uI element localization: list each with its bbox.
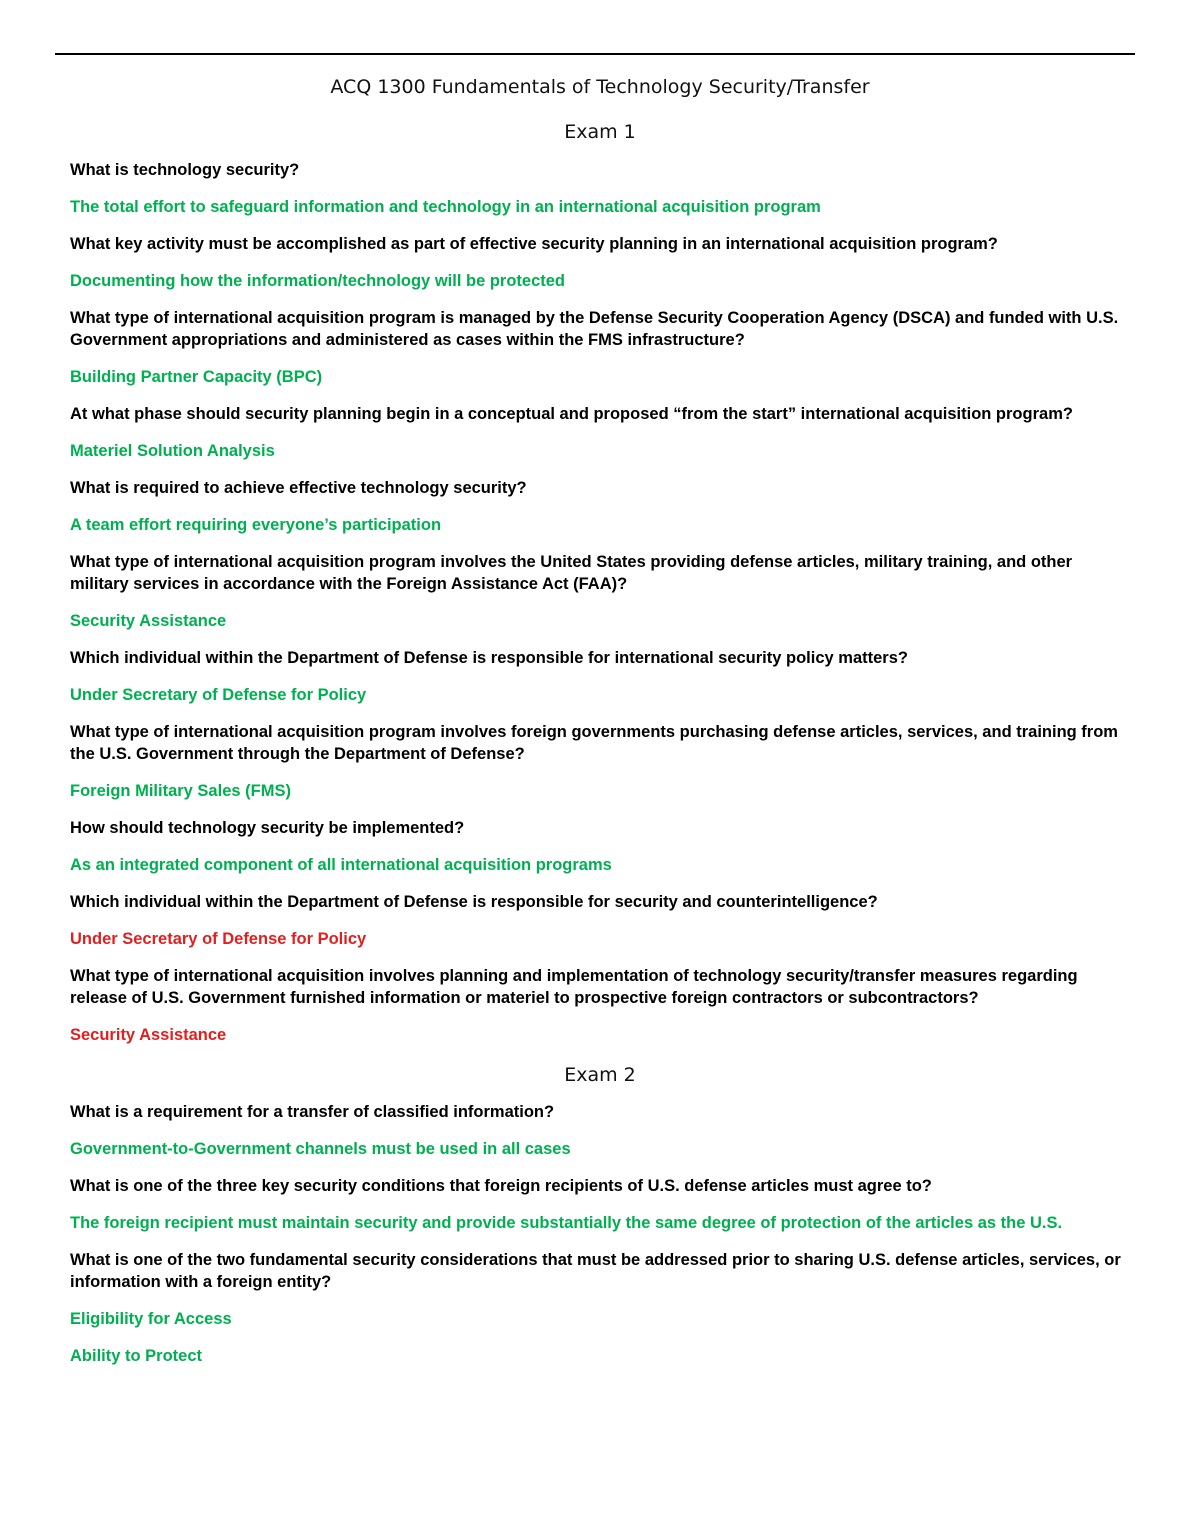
answer-correct: Government-to-Government channels must be used in all cases [70, 1140, 571, 1158]
answer-correct: Under Secretary of Defense for Policy [70, 686, 367, 704]
question: What type of international acquisition program involves foreign governments purchasing defense articles, services, and training from the U.S. Government through the Department of Defense? [70, 723, 1118, 763]
answer-correct: A team effort requiring everyone’s participation [70, 516, 442, 534]
question: How should technology security be implemented? [70, 819, 465, 837]
question: What key activity must be accomplished as part of effective security planning in an international acquisition program? [70, 235, 998, 253]
question: What type of international acquisition involves planning and implementation of technology security/transfer measures regarding release of U.S. Government furnished information or materiel to prospective foreign contractors or subcontractors? [70, 967, 1078, 1007]
answer-correct: Eligibility for Access [70, 1310, 232, 1328]
question: What is technology security? [70, 161, 300, 179]
answer-correct: Ability to Protect [70, 1347, 203, 1365]
exam-1-section [70, 159, 1130, 1046]
question: What is one of the two fundamental security considerations that must be addressed prior to sharing U.S. defense articles, services, or information with a foreign entity? [70, 1251, 1121, 1291]
question: At what phase should security planning begin in a conceptual and proposed “from the start” international acquisition program? [70, 405, 1073, 423]
question: Which individual within the Department of Defense is responsible for security and counterintelligence? [70, 893, 878, 911]
answer-correct: The foreign recipient must maintain security and provide substantially the same degree of protection of the articles as the U.S. [70, 1214, 1063, 1232]
answer-correct: Documenting how the information/technology will be protected [70, 272, 566, 290]
document-title: ACQ 1300 Fundamentals of Technology Security/Transfer [330, 76, 870, 98]
answer-correct: Foreign Military Sales (FMS) [70, 782, 291, 800]
exam-2-heading: Exam 2 [564, 1064, 636, 1086]
answer-incorrect: Security Assistance [70, 1026, 227, 1044]
header-rule [55, 53, 1135, 55]
question: What type of international acquisition program is managed by the Defense Security Cooperation Agency (DSCA) and funded with U.S. Government appropriations and administered as cases within the FMS infrastructure? [70, 309, 1119, 349]
question: Which individual within the Department of Defense is responsible for international security policy matters? [70, 649, 908, 667]
answer-correct: The total effort to safeguard information and technology in an international acquisition program [70, 198, 821, 216]
question: What is required to achieve effective technology security? [70, 479, 527, 497]
question: What is one of the three key security conditions that foreign recipients of U.S. defense articles must agree to? [70, 1177, 932, 1195]
question: What is a requirement for a transfer of classified information? [70, 1103, 555, 1121]
question: What type of international acquisition program involves the United States providing defense articles, military training, and other military services in accordance with the Foreign Assistance Act (FAA)? [70, 553, 1073, 593]
answer-correct: As an integrated component of all international acquisition programs [70, 856, 612, 874]
answer-correct: Materiel Solution Analysis [70, 442, 275, 460]
answer-incorrect: Under Secretary of Defense for Policy [70, 930, 367, 948]
exam-1-heading: Exam 1 [564, 121, 636, 143]
exam-2-section [70, 1101, 1130, 1367]
document-body [70, 70, 1130, 1382]
answer-correct: Building Partner Capacity (BPC) [70, 368, 323, 386]
answer-correct: Security Assistance [70, 612, 227, 630]
